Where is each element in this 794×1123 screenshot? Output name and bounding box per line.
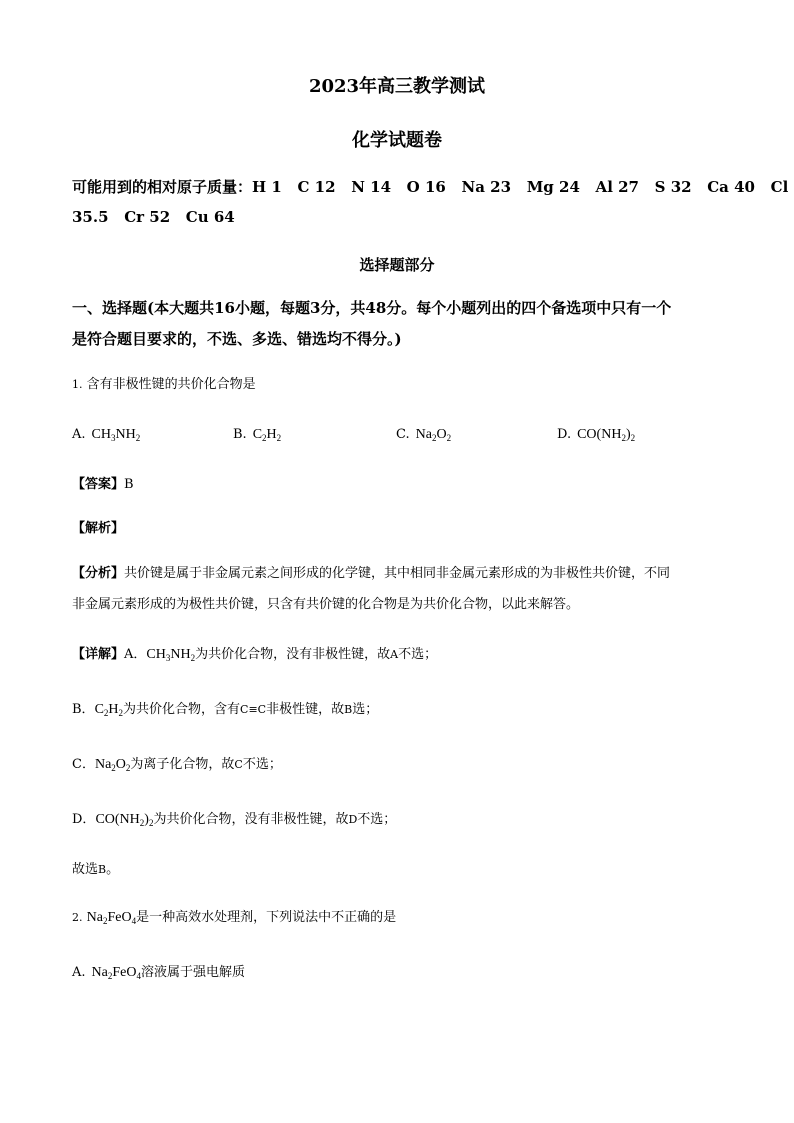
detail-a-letter: A [390,648,399,661]
question-2-stem [72,906,396,926]
option-c-formula: $Na_2O_2$ [415,427,452,443]
detail-b-text-2: 非极性键，故 [266,702,345,717]
option-d-formula: $CO(NH_2)_2$ [577,427,636,443]
fenxi-line-1 [72,562,670,581]
answer-value: B [124,477,134,492]
question-2-option-a [72,961,245,981]
fenxi-tag: 【分析】 [72,566,125,581]
section-title: 选择题部分 [359,256,435,274]
detail-c-prefix: C． [72,757,95,772]
detail-b-prefix: B． [72,702,95,717]
detail-d-end: 不选； [357,812,397,827]
conclusion-letter: B [98,863,107,876]
detail-b-letter: B [344,703,353,716]
atomic-mass-line-1: 可能用到的相对原子质量：H 1 C 12 N 14 O 16 Na 23 Mg 24 Al 27 S 32 Ca 40 Cl [72,178,789,196]
option-a-label: A. [72,427,86,442]
question-1-option-d [557,423,635,443]
atomic-mass-line-2: 35.5 Cr 52 Cu 64 [72,208,235,226]
detail-b-text: 为共价化合物，含有 [123,702,241,717]
option-a-formula: $CH_3NH_2$ [91,427,141,443]
detail-d [72,808,396,828]
section-instructions-line-2: 是符合题目要求的，不选、多选、错选均不得分。) [72,330,402,348]
fenxi-text-1: 共价键是属于非金属元素之间形成的化学键，其中相同非金属元素形成的为非极性共价键，不同 [124,566,671,581]
question-1-text: 含有非极性键的共价化合物是 [86,377,256,392]
detail-d-text: 为共价化合物，没有非极性键，故 [153,812,349,827]
conclusion-text: 故选 [72,862,99,877]
detail-d-prefix: D． [72,812,96,827]
detail-b [72,698,378,718]
q2-option-a-label: A. [72,965,86,980]
q2-option-a-text: 溶液属于强电解质 [140,965,245,980]
detail-a-text: 为共价化合物，没有非极性键，故 [195,647,391,662]
conclusion [72,858,119,877]
detail-b-bond: C≡C [240,703,267,716]
question-1-number: 1. [72,378,83,391]
detail-a-end: 不选； [398,647,438,662]
section-instructions-line-1: 一、选择题(本大题共16小题，每题3分，共48分。每个小题列出的四个备选项中只有一个 [72,299,672,317]
detail-c-letter: C [234,758,243,771]
detail-b-end: 选； [352,702,379,717]
option-b-formula: $C_2H_2$ [252,427,282,443]
conclusion-end: 。 [106,862,120,877]
detail-c-formula: $Na_2O_2$ [94,757,131,773]
answer-tag: 【答案】 [72,477,125,492]
question-1-option-b [233,423,281,443]
question-1-option-a [72,423,140,443]
question-2-number: 2. [72,911,83,924]
question-2-formula: $Na_2FeO_4$ [86,910,137,926]
detail-c [72,753,282,773]
detail-c-text: 为离子化合物，故 [130,757,235,772]
analysis-tag: 【解析】 [72,521,125,536]
detail-d-formula: $CO(NH_2)_2$ [95,812,154,828]
detail-tag: 【详解】 [72,647,125,662]
page-title: 2023年高三教学测试 [308,76,486,97]
question-1-stem [72,373,256,392]
option-d-label: D. [557,427,572,442]
q2-option-a-formula: $Na_2FeO_4$ [91,965,141,981]
fenxi-line-2: 非金属元素形成的为极性共价键，只含有共价键的化合物是为共价化合物，以此来解答。 [72,597,580,612]
option-c-label: C. [396,427,410,442]
detail-a-prefix: A． [124,647,147,662]
detail-a [72,643,437,663]
detail-c-end: 不选； [242,757,282,772]
question-2-text: 是一种高效水处理剂，下列说法中不正确的是 [136,910,397,925]
detail-d-letter: D [348,813,358,826]
answer-line [72,473,134,492]
option-b-label: B. [233,427,247,442]
detail-a-formula: $CH_3NH_2$ [146,647,196,663]
detail-b-formula: $C_2H_2$ [94,702,124,718]
page-subtitle: 化学试题卷 [352,130,442,151]
question-1-option-c [396,423,451,443]
